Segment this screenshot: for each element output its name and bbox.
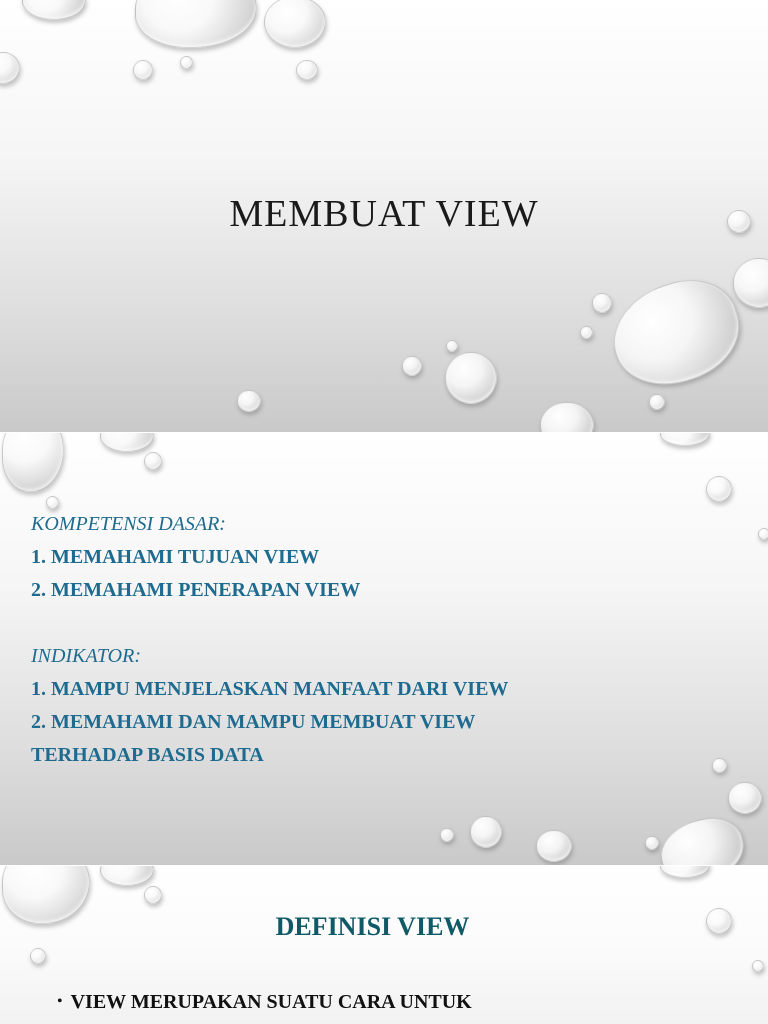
water-drop (536, 830, 572, 862)
water-drop (402, 356, 422, 376)
kompetensi-item: 1. MEMAHAMI TUJUAN VIEW (31, 546, 320, 568)
water-drop (649, 394, 665, 410)
water-drop (2, 432, 64, 492)
indikator-item: 2. MEMAHAMI DAN MAMPU MEMBUAT VIEW (31, 711, 476, 733)
bullet-item (57, 991, 472, 1014)
water-drop (540, 402, 594, 432)
slide-divider (0, 865, 768, 866)
kompetensi-item: 2. MEMAHAMI PENERAPAN VIEW (31, 579, 361, 601)
water-drop (733, 258, 768, 308)
water-drop (237, 390, 261, 412)
indikator-item: TERHADAP BASIS DATA (31, 744, 264, 766)
water-drop (706, 476, 732, 502)
slide-title (0, 0, 768, 432)
water-drop (758, 528, 768, 540)
water-drop (0, 52, 20, 84)
water-drop (100, 432, 154, 452)
water-drop (580, 326, 593, 339)
water-drop (654, 811, 750, 866)
water-drop (144, 886, 162, 904)
water-drop (100, 866, 154, 886)
water-drop (133, 60, 153, 80)
spacer (31, 607, 731, 640)
water-drop (446, 340, 458, 352)
water-drop (592, 293, 612, 313)
slide-title-text: MEMBUAT VIEW (229, 193, 539, 235)
water-drop (728, 782, 762, 814)
water-drop (144, 452, 162, 470)
slide-body (31, 508, 731, 772)
bullet-text: VIEW MERUPAKAN SUATU CARA UNTUK (70, 991, 472, 1013)
water-drop (296, 60, 318, 80)
water-drop (135, 0, 257, 48)
slide-competencies (0, 432, 768, 866)
water-drop (660, 866, 710, 878)
slide-title-text: DEFINISI VIEW (275, 912, 470, 941)
water-drop (752, 960, 764, 972)
slide-definition (0, 866, 768, 1024)
indikator-item: 1. MAMPU MENJELASKAN MANFAAT DARI VIEW (31, 678, 509, 700)
kompetensi-heading: KOMPETENSI DASAR: (31, 513, 226, 535)
water-drop (600, 267, 752, 400)
water-drop (645, 836, 659, 850)
water-drop (440, 828, 454, 842)
water-drop (30, 948, 46, 964)
water-drop (470, 816, 502, 848)
indikator-heading: INDIKATOR: (31, 645, 141, 667)
water-drop (22, 0, 86, 20)
water-drop (660, 432, 710, 446)
water-drop (180, 56, 193, 69)
water-drop (264, 0, 326, 48)
water-drop (445, 352, 497, 404)
slide-divider (0, 432, 768, 433)
bullet-icon: • (57, 993, 63, 1010)
